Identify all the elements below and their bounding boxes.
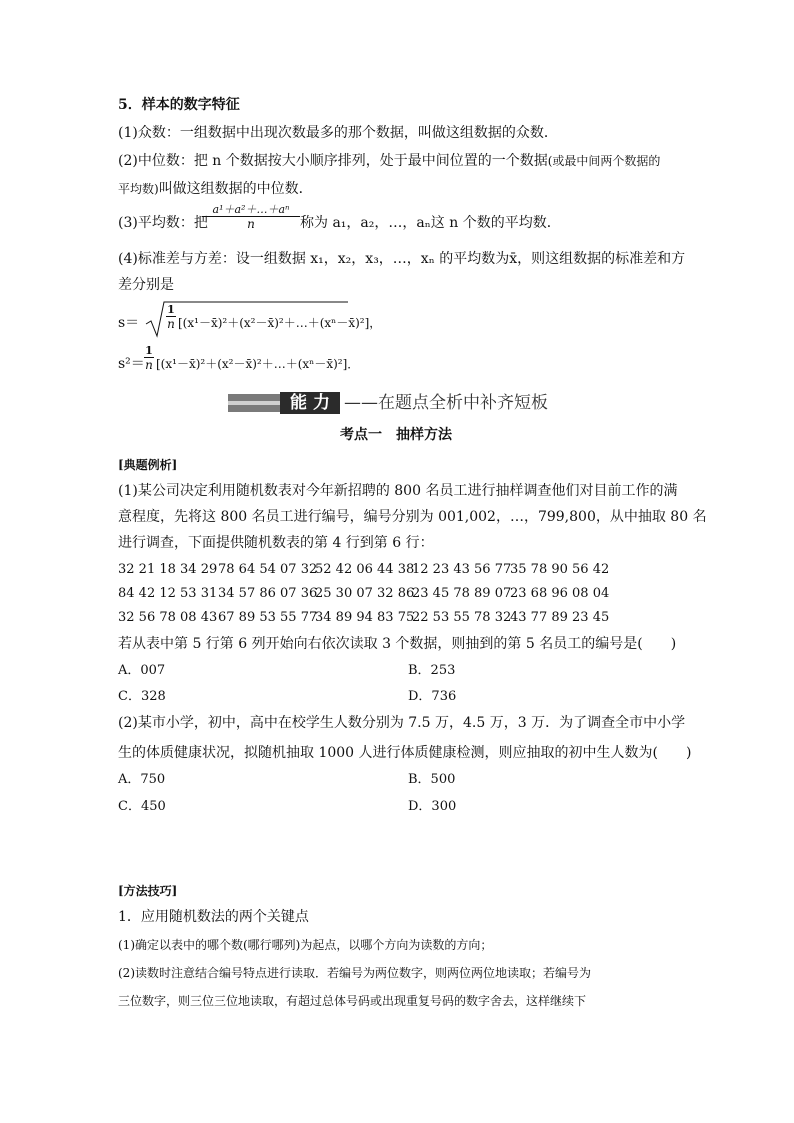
q1-question: 若从表中第 5 行第 6 列开始向右依次读取 3 个数据，则抽到的第 5 名员工的编号是( ) — [118, 636, 677, 652]
q1-option-a: A．007 — [118, 663, 166, 678]
table-cell: 34 57 86 07 36 — [218, 586, 318, 601]
method-point2-line1: (2)读数时注意结合编号特点进行读取．若编号为两位数字，则两位两位地读取；若编号为 — [118, 966, 592, 980]
s2-lhs: s²＝ — [118, 356, 145, 372]
q1-option-b: B．253 — [408, 663, 456, 678]
method-point2-line2: 三位数字，则三位三位地读取，有超过总体号码或出现重复号码的数字舍去，这样继续下 — [118, 994, 587, 1008]
table-cell: 32 56 78 08 43 — [118, 610, 218, 625]
mean-numerator: a¹＋a²＋…＋aⁿ — [212, 203, 290, 216]
example-header: [典题例析] — [118, 458, 178, 472]
method-title: 1．应用随机数法的两个关键点 — [118, 909, 309, 925]
s2-fraction — [144, 344, 154, 372]
banner-subtitle: ——在题点全析中补齐短板 — [344, 393, 548, 413]
std-definition-line1: (4)标准差与方差：设一组数据 x₁，x₂，x₃，…，xₙ 的平均数为x̄，则这组数据的标准差和方 — [118, 251, 686, 267]
q2-line1: (2)某市小学，初中，高中在校学生人数分别为 7.5 万，4.5 万，3 万．为了调查全市中小学 — [118, 715, 686, 731]
table-cell: 23 45 78 89 07 — [412, 586, 512, 601]
table-cell: 32 21 18 34 29 — [118, 562, 218, 577]
s2-body: [(x¹－x̄)²＋(x²－x̄)²＋…＋(xⁿ－x̄)²]． — [156, 357, 360, 371]
section-banner — [228, 390, 568, 416]
mean-fraction — [202, 203, 300, 231]
table-cell: 12 23 43 56 77 — [412, 562, 512, 577]
table-cell: 67 89 53 55 77 — [218, 610, 318, 625]
q1-option-d: D．736 — [408, 689, 457, 704]
median-note: (或最中间两个数据的 — [547, 154, 661, 168]
table-cell: 52 42 06 44 38 — [315, 562, 415, 577]
q2-line2: 生的体质健康状况，拟随机抽取 1000 人进行体质健康检测，则应抽取的初中生人数为( ) — [118, 745, 692, 761]
s-numerator: 1 — [167, 303, 175, 316]
median-definition-line1 — [118, 152, 660, 170]
table-cell: 84 42 12 53 31 — [118, 586, 218, 601]
table-cell: 78 64 54 07 32 — [218, 562, 318, 577]
median-text: (2)中位数：把 n 个数据按大小顺序排列，处于最中间位置的一个数据 — [118, 153, 548, 169]
q2-option-c: C．450 — [118, 799, 166, 814]
median-text-cont: 叫做这组数据的中位数． — [158, 181, 313, 197]
s2-denominator: n — [145, 358, 153, 372]
q2-option-d: D．300 — [408, 799, 457, 814]
median-note-cont: 平均数) — [118, 182, 159, 196]
mean-suffix: 称为 a₁，a₂，…，aₙ这 n 个数的平均数． — [300, 215, 561, 231]
q1-line3: 进行调查，下面提供随机数表的第 4 行到第 6 行： — [118, 535, 434, 551]
median-definition-line2 — [118, 180, 313, 198]
table-cell: 34 89 94 83 75 — [315, 610, 415, 625]
q1-option-c: C．328 — [118, 689, 166, 704]
std-definition-line2: 差分别是 — [118, 277, 174, 293]
s-fraction — [166, 303, 176, 331]
s-body: [(x¹－x̄)²＋(x²－x̄)²＋…＋(xⁿ－x̄)²]， — [178, 316, 382, 330]
mean-prefix: (3)平均数：把 — [118, 215, 208, 231]
s-lhs: s＝ — [118, 315, 140, 331]
q2-option-b: B．500 — [408, 772, 456, 787]
topic-heading: 考点一 抽样方法 — [340, 427, 452, 443]
table-cell: 23 68 96 08 04 — [510, 586, 610, 601]
q1-line2: 意程度，先将这 800 名员工进行编号，编号分别为 001,002，…，799,800，从中抽取 80 名 — [118, 509, 707, 525]
q2-option-a: A．750 — [118, 772, 166, 787]
mode-definition: (1)众数：一组数据中出现次数最多的那个数据，叫做这组数据的众数． — [118, 125, 558, 141]
section-title: 5．样本的数字特征 — [118, 97, 240, 113]
table-cell: 22 53 55 78 32 — [412, 610, 512, 625]
table-cell: 25 30 07 32 86 — [315, 586, 415, 601]
q1-line1: (1)某公司决定利用随机数表对今年新招聘的 800 名员工进行抽样调查他们对目前工作的满 — [118, 483, 678, 499]
mean-denominator: n — [247, 217, 255, 231]
method-point1: (1)确定以表中的哪个数(哪行哪列)为起点，以哪个方向为读数的方向； — [118, 938, 493, 952]
banner-decoration — [228, 394, 280, 412]
table-cell: 43 77 89 23 45 — [510, 610, 610, 625]
method-header: [方法技巧] — [118, 884, 178, 898]
table-cell: 35 78 90 56 42 — [510, 562, 610, 577]
banner-label: 能 力 — [280, 392, 340, 414]
s-denominator: n — [167, 317, 175, 331]
s2-numerator: 1 — [145, 344, 153, 357]
